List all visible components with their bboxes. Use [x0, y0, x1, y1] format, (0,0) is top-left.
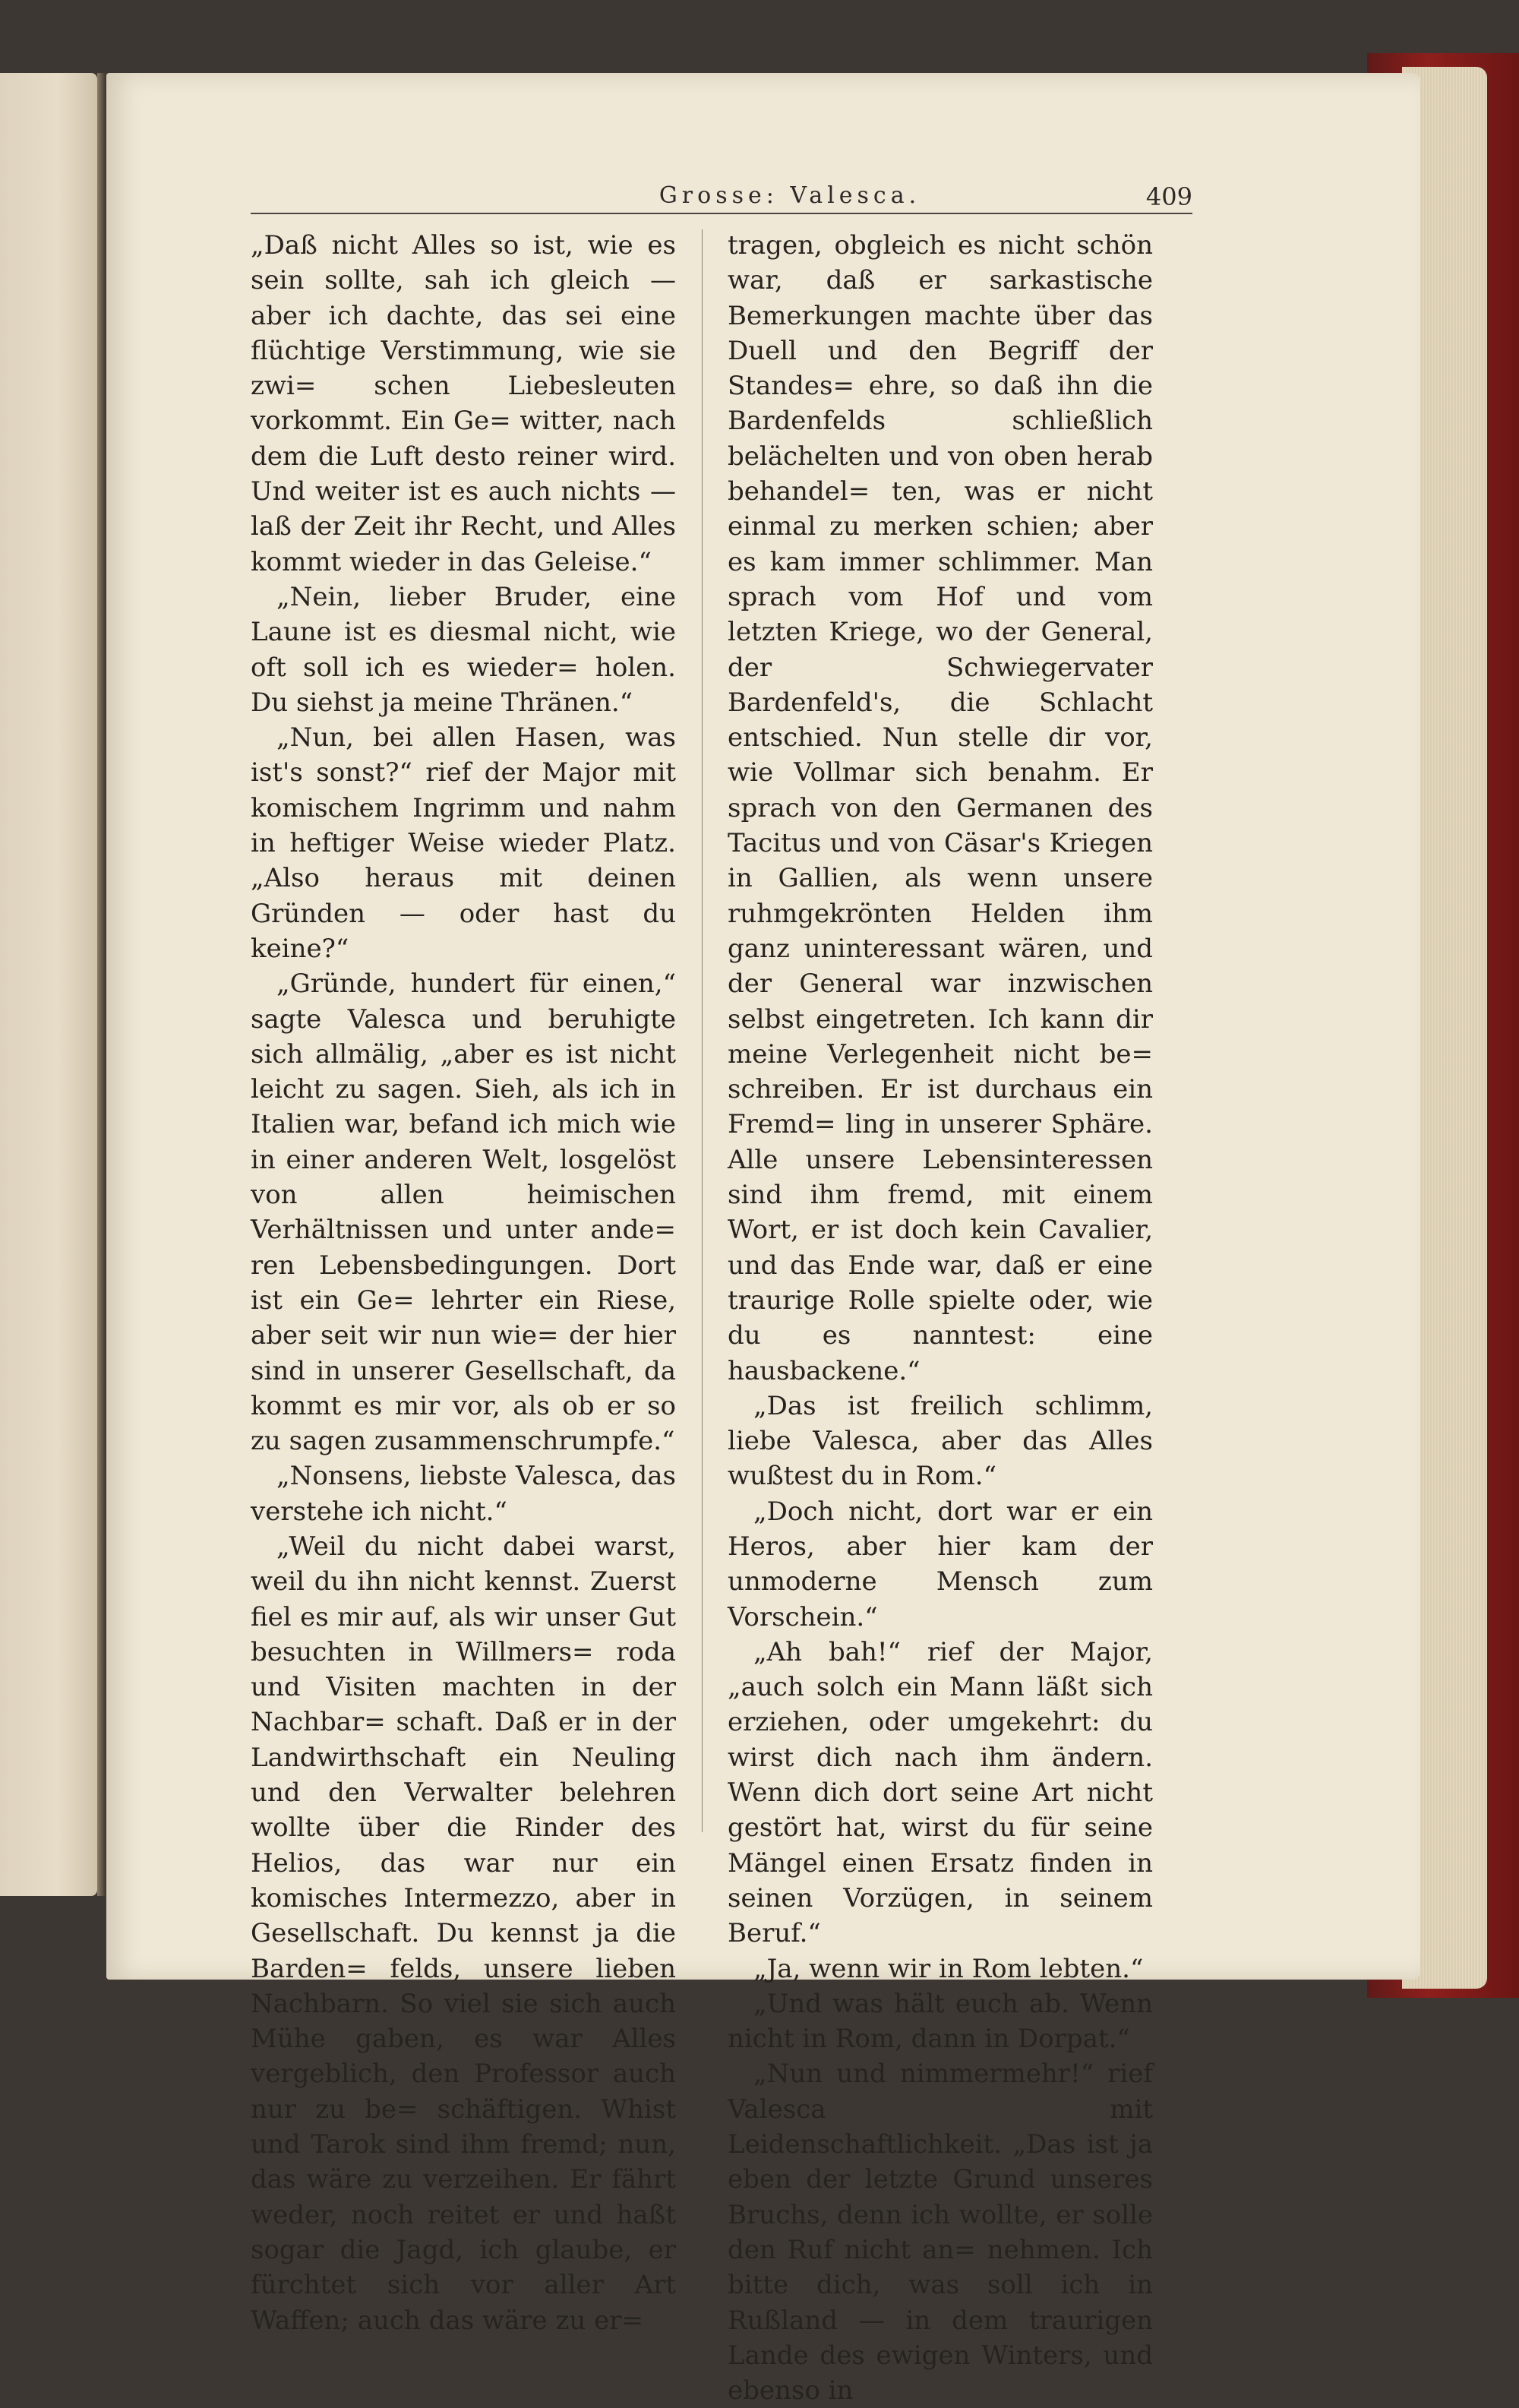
- paragraph: „Daß nicht Alles so ist, wie es sein sollte, sah ich gleich — aber ich dachte, das sei eine flüchtige Verstimmung, wie sie zwi= schen Liebesleuten vorkommt. Ein Ge= witter, nach dem die Luft desto reiner wird. Und weiter ist es auch nichts — laß der Zeit ihr Recht, und Alles kommt wieder in das Geleise.“: [251, 230, 676, 577]
- paragraph: „Gründe, hundert für einen,“ sagte Valesca und beruhigte sich allmälig, „aber es ist nicht leicht zu sagen. Sieh, als ich in Italien war, befand ich mich wie in einer anderen Welt, losgelöst von allen heimischen Verhältnissen und unter ande= ren Lebensbedingungen. Dort ist ein Ge= lehrter ein Riese, aber seit wir nun wie= der hier sind in unserer Gesellschaft, da kommt es mir vor, als ob er so zu sagen zusammenschrumpfe.“: [251, 969, 676, 1457]
- paragraph: „Doch nicht, dort war er ein Heros, aber hier kam der unmoderne Mensch zum Vorschein.“: [728, 1496, 1153, 1632]
- paragraph: „Ah bah!“ rief der Major, „auch solch ein Mann läßt sich erziehen, oder umgekehrt: du wirst dich nach ihm ändern. Wenn dich dort seine Art nicht gestört hat, wirst du für seine Mängel einen Ersatz finden in seinen Vorzügen, in seinem Beruf.“: [728, 1636, 1153, 1949]
- paragraph: „Weil du nicht dabei warst, weil du ihn nicht kennst. Zuerst fiel es mir auf, als wir unser Gut besuchten in Willmers= roda und Visiten machten in der Nachbar= schaft. Daß er in der Landwirthschaft ein Neuling und den Verwalter belehren wollte über die Rinder des Helios, das war nur ein komisches Intermezzo, aber in Gesellschaft. Du kennst ja die Barden= felds, unsere lieben Nachbarn. So viel sie sich auch Mühe gaben, es war Alles vergeblich, den Professor auch nur zu be= schäftigen. Whist und Tarok sind ihm fremd; nun, das wäre zu verzeihen. Er fährt weder, noch reitet er und haßt sogar die Jagd, ich glaube, er fürchtet sich vor aller Art Waffen; auch das wäre zu er=: [251, 1531, 676, 2336]
- left-column: [251, 228, 676, 2336]
- column-divider: [702, 229, 703, 1832]
- page-number: 409: [1145, 182, 1192, 211]
- paragraph: „Nun, bei allen Hasen, was ist's sonst?“ rief der Major mit komischem Ingrimm und nahm in heftiger Weise wieder Platz. „Also heraus mit deinen Gründen — oder hast du keine?“: [251, 722, 676, 964]
- book-gutter: [97, 73, 106, 1896]
- page-header: [251, 182, 1192, 214]
- right-column: [728, 228, 1153, 2406]
- paragraph: „Und was hält euch ab. Wenn nicht in Rom, dann in Dorpat.“: [728, 1988, 1153, 2055]
- paragraph: „Nein, lieber Bruder, eine Laune ist es diesmal nicht, wie oft soll ich es wieder= holen. Du siehst ja meine Thränen.“: [251, 581, 676, 718]
- paragraph: „Ja, wenn wir in Rom lebten.“: [753, 1953, 1144, 1984]
- running-title: Grosse: Valesca.: [658, 182, 921, 209]
- paragraph: tragen, obgleich es nicht schön war, daß er sarkastische Bemerkungen machte über das Duell und den Begriff der Standes= ehre, so daß ihn die Bardenfelds schließlich belächelten und von oben herab behandel= ten, was er nicht einmal zu merken schien; aber es kam immer schlimmer. Man sprach vom Hof und vom letzten Kriege, wo der General, der Schwiegervater Bardenfeld's, die Schlacht entschied. Nun stelle dir vor, wie Vollmar sich benahm. Er sprach von den Germanen des Tacitus und von Cäsar's Kriegen in Gallien, als wenn unsere ruhmgekrönten Helden ihm ganz uninteressant wären, und der General war inzwischen selbst eingetreten. Ich kann dir meine Verlegenheit nicht be= schreiben. Er ist durchaus ein Fremd= ling in unserer Sphäre. Alle unsere Lebensinteressen sind ihm fremd, mit einem Wort, er ist doch kein Cavalier, und das Ende war, daß er eine traurige Rolle spielte oder, wie du es nanntest: eine hausbackene.“: [728, 230, 1153, 1386]
- paragraph: „Das ist freilich schlimm, liebe Valesca, aber das Alles wußtest du in Rom.“: [728, 1390, 1153, 1492]
- paragraph: „Nun und nimmermehr!“ rief Valesca mit Leidenschaftlichkeit. „Das ist ja eben der letzte Grund unseres Bruchs, denn ich wollte, er solle den Ruf nicht an= nehmen. Ich bitte dich, was soll ich in Rußland — in dem traurigen Lande des ewigen Winters, und ebenso in: [728, 2059, 1153, 2406]
- facing-page-edge: [0, 73, 97, 1896]
- paragraph: „Nonsens, liebste Valesca, das verstehe ich nicht.“: [251, 1461, 676, 1527]
